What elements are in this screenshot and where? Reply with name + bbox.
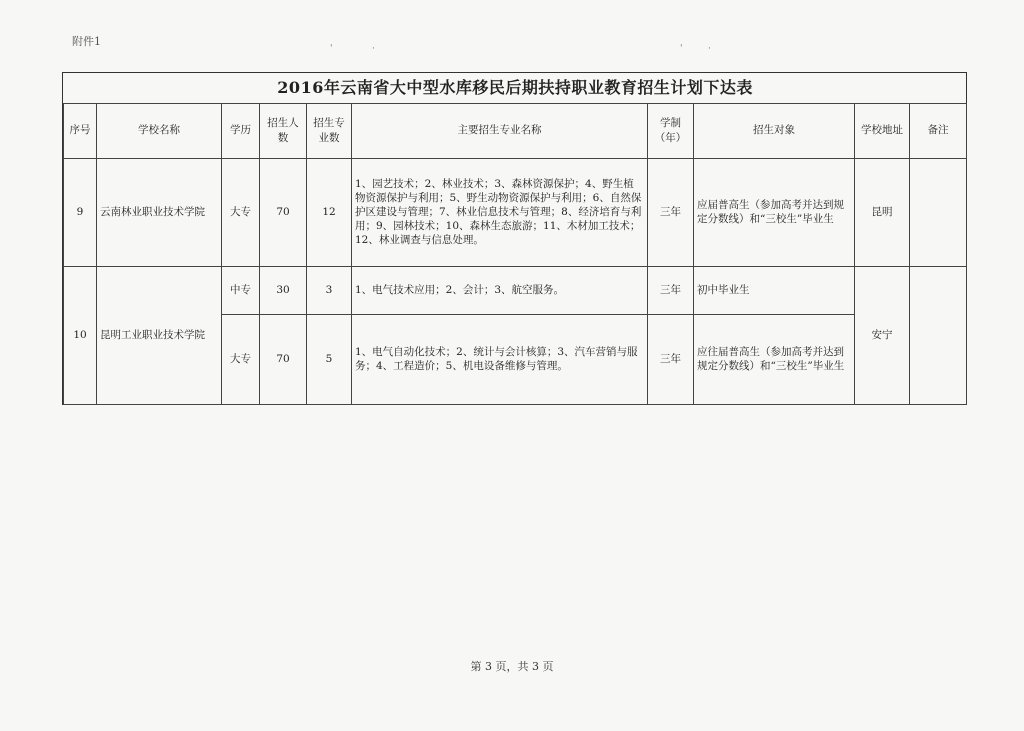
row-enrollment: 30 <box>260 266 307 314</box>
row-majors-count: 12 <box>307 158 352 266</box>
header-seq: 序号 <box>64 103 97 158</box>
row-remarks <box>910 158 967 266</box>
header-row <box>64 103 967 158</box>
scan-speck: ' <box>680 44 683 54</box>
enrollment-plan-table <box>63 73 967 405</box>
header-education: 学历 <box>222 103 260 158</box>
header-duration: 学制（年） <box>648 103 694 158</box>
row-target: 初中毕业生 <box>694 266 855 314</box>
row-majors-count: 3 <box>307 266 352 314</box>
scan-speck: ' <box>330 44 333 54</box>
row-seq: 9 <box>64 158 97 266</box>
table-row <box>64 266 967 314</box>
row-seq: 10 <box>64 266 97 404</box>
row-enrollment: 70 <box>260 158 307 266</box>
annex-label: 附件1 <box>72 35 101 48</box>
row-target: 应往届普高生（参加高考并达到规定分数线）和“三校生”毕业生 <box>694 314 855 404</box>
row-address: 安宁 <box>855 266 910 404</box>
header-majors: 主要招生专业名称 <box>352 103 648 158</box>
row-duration: 三年 <box>648 314 694 404</box>
table-title: 2016年云南省大中型水库移民后期扶持职业教育招生计划下达表 <box>64 73 967 103</box>
row-duration: 三年 <box>648 158 694 266</box>
row-school-name: 昆明工业职业技术学院 <box>97 266 222 404</box>
row-majors: 1、电气技术应用；2、会计；3、航空服务。 <box>352 266 648 314</box>
row-majors: 1、园艺技术；2、林业技术；3、森林资源保护；4、野生植物资源保护与利用；5、野生动物资源保护与利用；6、自然保护区建设与管理；7、林业信息技术与管理；8、经济培育与利用；9、园林技术；10、森林生态旅游；11、木材加工技术；12、林业调查与信息处理。 <box>352 158 648 266</box>
header-address: 学校地址 <box>855 103 910 158</box>
table-row <box>64 158 967 266</box>
scan-speck: · <box>372 44 375 54</box>
row-majors: 1、电气自动化技术；2、统计与会计核算；3、汽车营销与服务；4、工程造价；5、机电设备维修与管理。 <box>352 314 648 404</box>
header-target: 招生对象 <box>694 103 855 158</box>
header-enrollment: 招生人数 <box>260 103 307 158</box>
row-address: 昆明 <box>855 158 910 266</box>
row-remarks <box>910 266 967 404</box>
scan-speck: · <box>708 44 711 54</box>
row-education: 大专 <box>222 314 260 404</box>
row-enrollment: 70 <box>260 314 307 404</box>
row-target: 应届普高生（参加高考并达到规定分数线）和“三校生”毕业生 <box>694 158 855 266</box>
row-education: 中专 <box>222 266 260 314</box>
row-duration: 三年 <box>648 266 694 314</box>
row-majors-count: 5 <box>307 314 352 404</box>
header-school-name: 学校名称 <box>97 103 222 158</box>
document-sheet <box>62 72 967 405</box>
row-school-name: 云南林业职业技术学院 <box>97 158 222 266</box>
row-education: 大专 <box>222 158 260 266</box>
header-majors-count: 招生专业数 <box>307 103 352 158</box>
page-footer: 第 3 页，共 3 页 <box>470 660 554 673</box>
header-remarks: 备注 <box>910 103 967 158</box>
